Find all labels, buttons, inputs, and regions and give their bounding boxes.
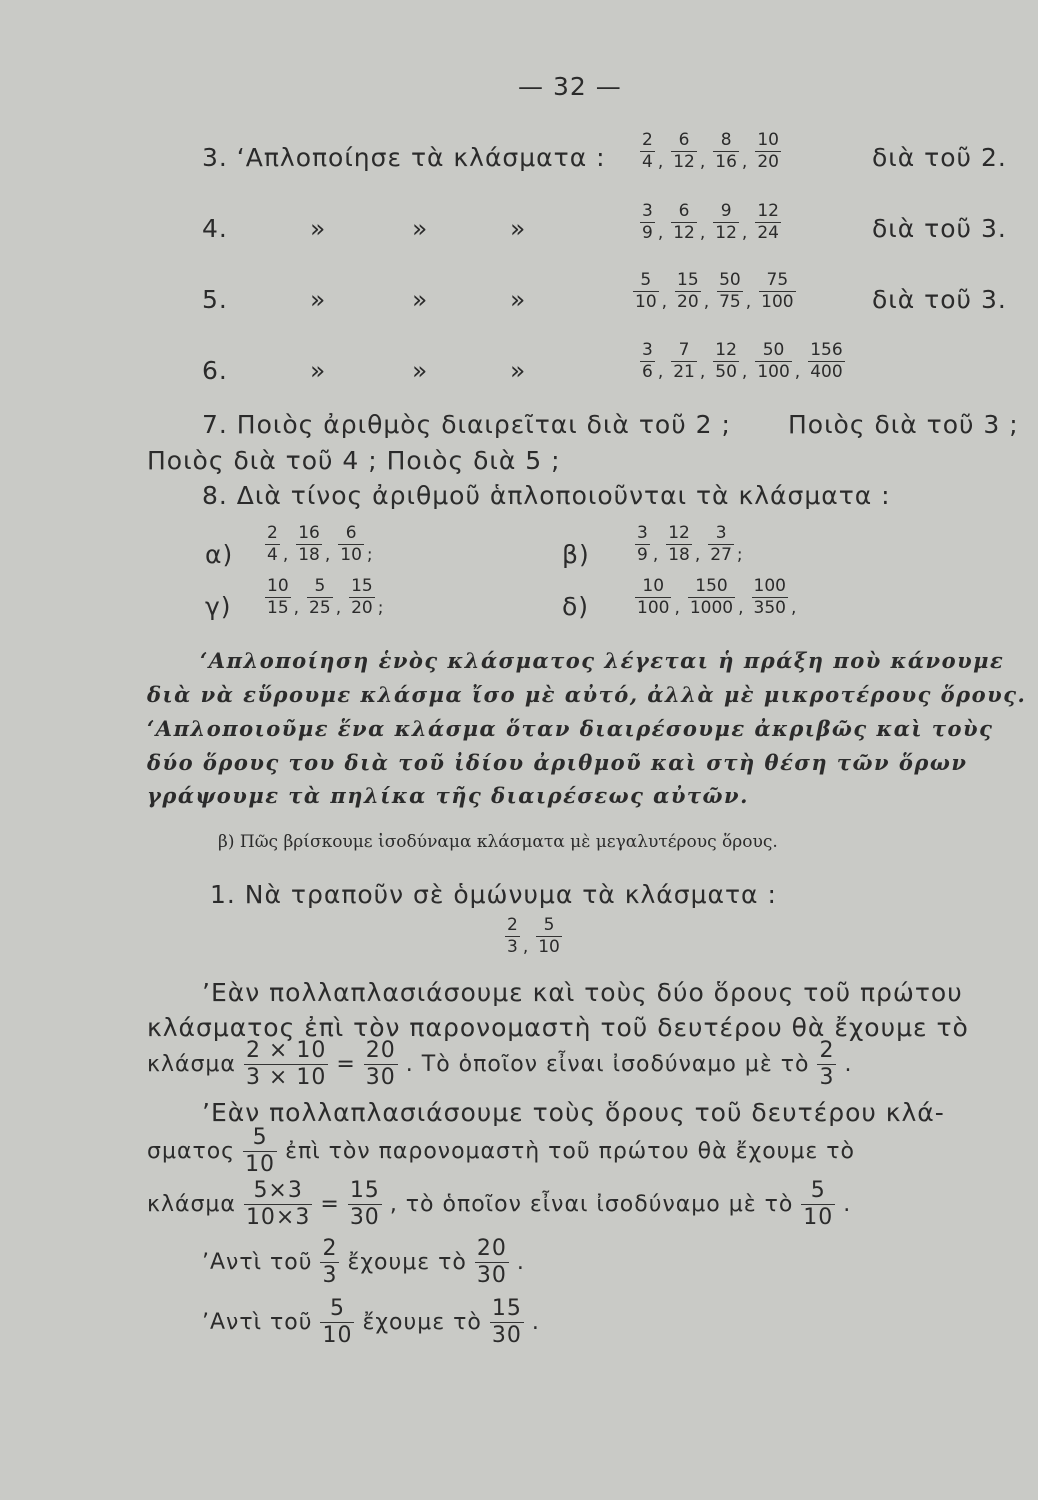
part-d-fractions: $\frac{10}{100}$ , $\frac{150}{1000}$ , $\frac{100}{350}$ , [637, 576, 797, 618]
denominator: 100 [761, 292, 794, 312]
ditto-mark: » [510, 356, 527, 385]
exercise-7-question-b: Ποιὸς διὰ τοῦ 3 ; [788, 410, 1019, 439]
part-b-fractions: $\frac{3}{9}$ , $\frac{12}{18}$ , $\frac{3}{27}$ ; [637, 523, 743, 565]
denominator: 3 [507, 937, 518, 957]
numerator: 10 [267, 576, 289, 596]
fraction [717, 272, 743, 311]
denominator: 18 [298, 545, 320, 565]
fraction [671, 342, 697, 381]
fraction [265, 525, 280, 564]
numerator: 9 [720, 201, 732, 221]
paragraph-2-line: ’Εὰν πολλαπλασιάσουμε τοὺς ὅρους τοῦ δευτέρου κλά- [202, 1098, 945, 1127]
fraction [708, 525, 734, 564]
exercise-1-fractions: $\frac{2}{3}$ , $\frac{5}{10}$ [507, 915, 560, 957]
denominator: 350 [753, 598, 786, 618]
rule-line: ‘Απλοποιοῦμε ἕνα κλάσμα ὅταν διαιρέσουμε ἀκριβῶς καὶ τοὺς [147, 716, 994, 741]
denominator: 27 [710, 545, 732, 565]
denominator: 9 [642, 223, 653, 243]
denominator: 9 [637, 545, 648, 565]
numerator: 12 [757, 201, 779, 221]
paragraph-2-formula: κλάσμα $\frac{5\times 3}{10\times 3}$ = $\frac{15}{30}$ , τὸ ὁποῖον εἶναι ἰσοδύναμο μὲ τὸ $\frac{5}{10}$ . [147, 1178, 852, 1230]
numerator: 12 [715, 340, 737, 360]
fraction [713, 132, 739, 171]
fraction: $\frac{5}{10}$ [803, 1178, 834, 1230]
fraction [752, 578, 788, 617]
exercise-7-question-c: Ποιὸς διὰ τοῦ 4 ; Ποιὸς διὰ 5 ; [147, 446, 561, 475]
part-a-label: α) [205, 540, 234, 569]
fraction: $\frac{5}{10}$ [245, 1125, 276, 1177]
exercise-4-fractions: $\frac{3}{9}$ , $\frac{6}{12}$ , $\frac{9}{12}$ , $\frac{12}{24}$ [642, 201, 779, 243]
ditto-mark: » [310, 285, 327, 314]
fraction: $\frac{20}{30}$ [476, 1236, 507, 1288]
numerator: 6 [678, 201, 690, 221]
fraction [640, 203, 655, 242]
part-b-label: β) [562, 540, 590, 569]
numerator: 8 [720, 130, 732, 150]
denominator: 12 [673, 152, 695, 172]
fraction [307, 578, 333, 617]
denominator: 10 [538, 937, 560, 957]
numerator: 2 [267, 523, 278, 543]
exercise-3-fractions: $\frac{2}{4}$ , $\frac{6}{12}$ , $\frac{8}{16}$ , $\frac{10}{20}$ [642, 130, 779, 172]
fraction [759, 272, 795, 311]
exercise-6-number: 6. [202, 356, 228, 385]
numerator: 12 [668, 523, 690, 543]
exercise-8-text: 8. Διὰ τίνος ἀριθμοῦ ἁπλοποιοῦνται τὰ κλάσματα : [202, 481, 891, 510]
fraction [671, 132, 697, 171]
numerator: 15 [677, 270, 699, 290]
denominator: 6 [642, 362, 653, 382]
denominator: 50 [715, 362, 737, 382]
denominator: 20 [757, 152, 779, 172]
fraction [713, 203, 739, 242]
ditto-mark: » [510, 214, 527, 243]
denominator: 21 [673, 362, 695, 382]
part-d-label: δ) [562, 592, 590, 621]
fraction [633, 272, 659, 311]
part-g-label: γ) [205, 592, 232, 621]
fraction [671, 203, 697, 242]
section-b-heading: β) Πῶς βρίσκουμε ἰσοδύναμα κλάσματα μὲ μεγαλυτέρους ὅρους. [218, 832, 778, 852]
denominator: 18 [668, 545, 690, 565]
fraction [755, 132, 781, 171]
numerator: 156 [810, 340, 843, 360]
fraction: $\frac{5}{10}$ [322, 1296, 353, 1348]
fraction: $\frac{2}{3}$ [322, 1236, 338, 1288]
paragraph-1-formula: κλάσμα $\frac{2 \times 10}{3 \times 10}$ = $\frac{20}{30}$ . Τὸ ὁποῖον εἶναι ἰσοδύναμο μὲ τὸ $\frac{2}{3}$ . [147, 1038, 853, 1090]
numerator: 15 [351, 576, 373, 596]
exercise-5-fractions: $\frac{5}{10}$ , $\frac{15}{20}$ , $\frac{50}{75}$ , $\frac{75}{100}$ [635, 270, 794, 312]
exercise-5-by: διὰ τοῦ 3. [872, 285, 1007, 314]
numerator: 6 [678, 130, 690, 150]
exercise-4-by: διὰ τοῦ 3. [872, 214, 1007, 243]
numerator: 3 [642, 340, 653, 360]
fraction [338, 525, 364, 564]
exercise-4-number: 4. [202, 214, 228, 243]
fraction: $\frac{15}{30}$ [349, 1178, 380, 1230]
page-number: — 32 — [518, 72, 622, 101]
rule-line: γράψουμε τὰ πηλίκα τῆς διαιρέσεως αὐτῶν. [147, 783, 749, 808]
fraction [505, 917, 520, 956]
fraction [666, 525, 692, 564]
ditto-mark: » [310, 214, 327, 243]
ditto-mark: » [510, 285, 527, 314]
fraction [675, 272, 701, 311]
rule-line: ‘Απλοποίηση ἑνὸς κλάσματος λέγεται ἡ πράξη ποὺ κάνουμε [200, 648, 1005, 673]
numerator: 6 [345, 523, 357, 543]
denominator: 1000 [689, 598, 734, 618]
denominator: 400 [810, 362, 843, 382]
numerator: 16 [298, 523, 320, 543]
exercise-3-text: 3. ‘Απλοποίησε τὰ κλάσματα : [202, 143, 606, 172]
denominator: 100 [637, 598, 670, 618]
fraction [536, 917, 562, 956]
fraction [635, 525, 650, 564]
rule-line: δύο ὅρους του διὰ τοῦ ἰδίου ἀριθμοῦ καὶ στὴ θέση τῶν ὅρων [147, 750, 968, 775]
fraction: $\frac{2 \times 10}{3 \times 10}$ [245, 1038, 327, 1090]
numerator: 50 [762, 340, 785, 360]
part-a-fractions: $\frac{2}{4}$ , $\frac{16}{18}$ , $\frac{6}{10}$ ; [267, 523, 373, 565]
numerator: 75 [766, 270, 789, 290]
numerator: 5 [640, 270, 652, 290]
fraction [688, 578, 735, 617]
exercise-7-question-a: 7. Ποιὸς ἀριθμὸς διαιρεῖται διὰ τοῦ 2 ; [202, 410, 731, 439]
numerator: 10 [757, 130, 779, 150]
anti-line-1: ’Αντὶ τοῦ $\frac{2}{3}$ ἔχουμε τὸ $\frac{20}{30}$ . [202, 1236, 525, 1288]
paragraph-2-line: σματος $\frac{5}{10}$ ἐπὶ τὸν παρονομαστὴ τοῦ πρώτου θὰ ἔχουμε τὸ [147, 1125, 855, 1177]
fraction [635, 578, 671, 617]
denominator: 25 [309, 598, 331, 618]
fraction: $\frac{2}{3}$ [819, 1038, 835, 1090]
fraction [349, 578, 375, 617]
fraction [640, 132, 655, 171]
numerator: 10 [642, 576, 665, 596]
numerator: 100 [753, 576, 786, 596]
denominator: 10 [635, 292, 657, 312]
paragraph-1-line: κλάσματος ἐπὶ τὸν παρονομαστὴ τοῦ δευτέρου θὰ ἔχουμε τὸ [147, 1013, 969, 1042]
denominator: 12 [673, 223, 695, 243]
fraction [640, 342, 655, 381]
part-g-fractions: $\frac{10}{15}$ , $\frac{5}{25}$ , $\frac{15}{20}$ ; [267, 576, 384, 618]
fraction [265, 578, 291, 617]
denominator: 16 [715, 152, 737, 172]
numerator: 5 [314, 576, 326, 596]
fraction [713, 342, 739, 381]
denominator: 20 [677, 292, 699, 312]
denominator: 12 [715, 223, 737, 243]
numerator: 5 [543, 915, 555, 935]
numerator: 3 [637, 523, 648, 543]
ditto-mark: » [412, 285, 429, 314]
numerator: 3 [715, 523, 727, 543]
denominator: 75 [719, 292, 741, 312]
denominator: 10 [340, 545, 362, 565]
denominator: 100 [757, 362, 790, 382]
fraction: $\frac{15}{30}$ [491, 1296, 522, 1348]
numerator: 7 [678, 340, 690, 360]
fraction [808, 342, 844, 381]
fraction [755, 203, 781, 242]
numerator: 2 [642, 130, 653, 150]
numerator: 3 [642, 201, 653, 221]
exercise-1-text: 1. Νὰ τραποῦν σὲ ὁμώνυμα τὰ κλάσματα : [210, 880, 777, 909]
exercise-5-number: 5. [202, 285, 228, 314]
fraction [755, 342, 791, 381]
ditto-mark: » [412, 356, 429, 385]
denominator: 20 [351, 598, 373, 618]
denominator: 4 [642, 152, 653, 172]
ditto-mark: » [310, 356, 327, 385]
numerator: 150 [695, 576, 728, 596]
ditto-mark: » [412, 214, 429, 243]
paragraph-1-line: ’Εὰν πολλαπλασιάσουμε καὶ τοὺς δύο ὅρους τοῦ πρώτου [202, 978, 963, 1007]
numerator: 50 [719, 270, 741, 290]
exercise-3-by: διὰ τοῦ 2. [872, 143, 1007, 172]
rule-line: διὰ νὰ εὕρουμε κλάσμα ἴσο μὲ αὐτό, ἀλλὰ μὲ μικροτέρους ὅρους. [147, 682, 1027, 707]
numerator: 2 [507, 915, 518, 935]
anti-line-2: ’Αντὶ τοῦ $\frac{5}{10}$ ἔχουμε τὸ $\frac{15}{30}$ . [202, 1296, 540, 1348]
fraction [296, 525, 322, 564]
denominator: 15 [267, 598, 289, 618]
denominator: 4 [267, 545, 278, 565]
fraction: $\frac{5\times 3}{10\times 3}$ [245, 1178, 311, 1230]
denominator: 24 [757, 223, 779, 243]
fraction: $\frac{20}{30}$ [365, 1038, 396, 1090]
exercise-6-fractions: $\frac{3}{6}$ , $\frac{7}{21}$ , $\frac{12}{50}$ , $\frac{50}{100}$ , $\frac{156}{400}$ [642, 340, 843, 382]
